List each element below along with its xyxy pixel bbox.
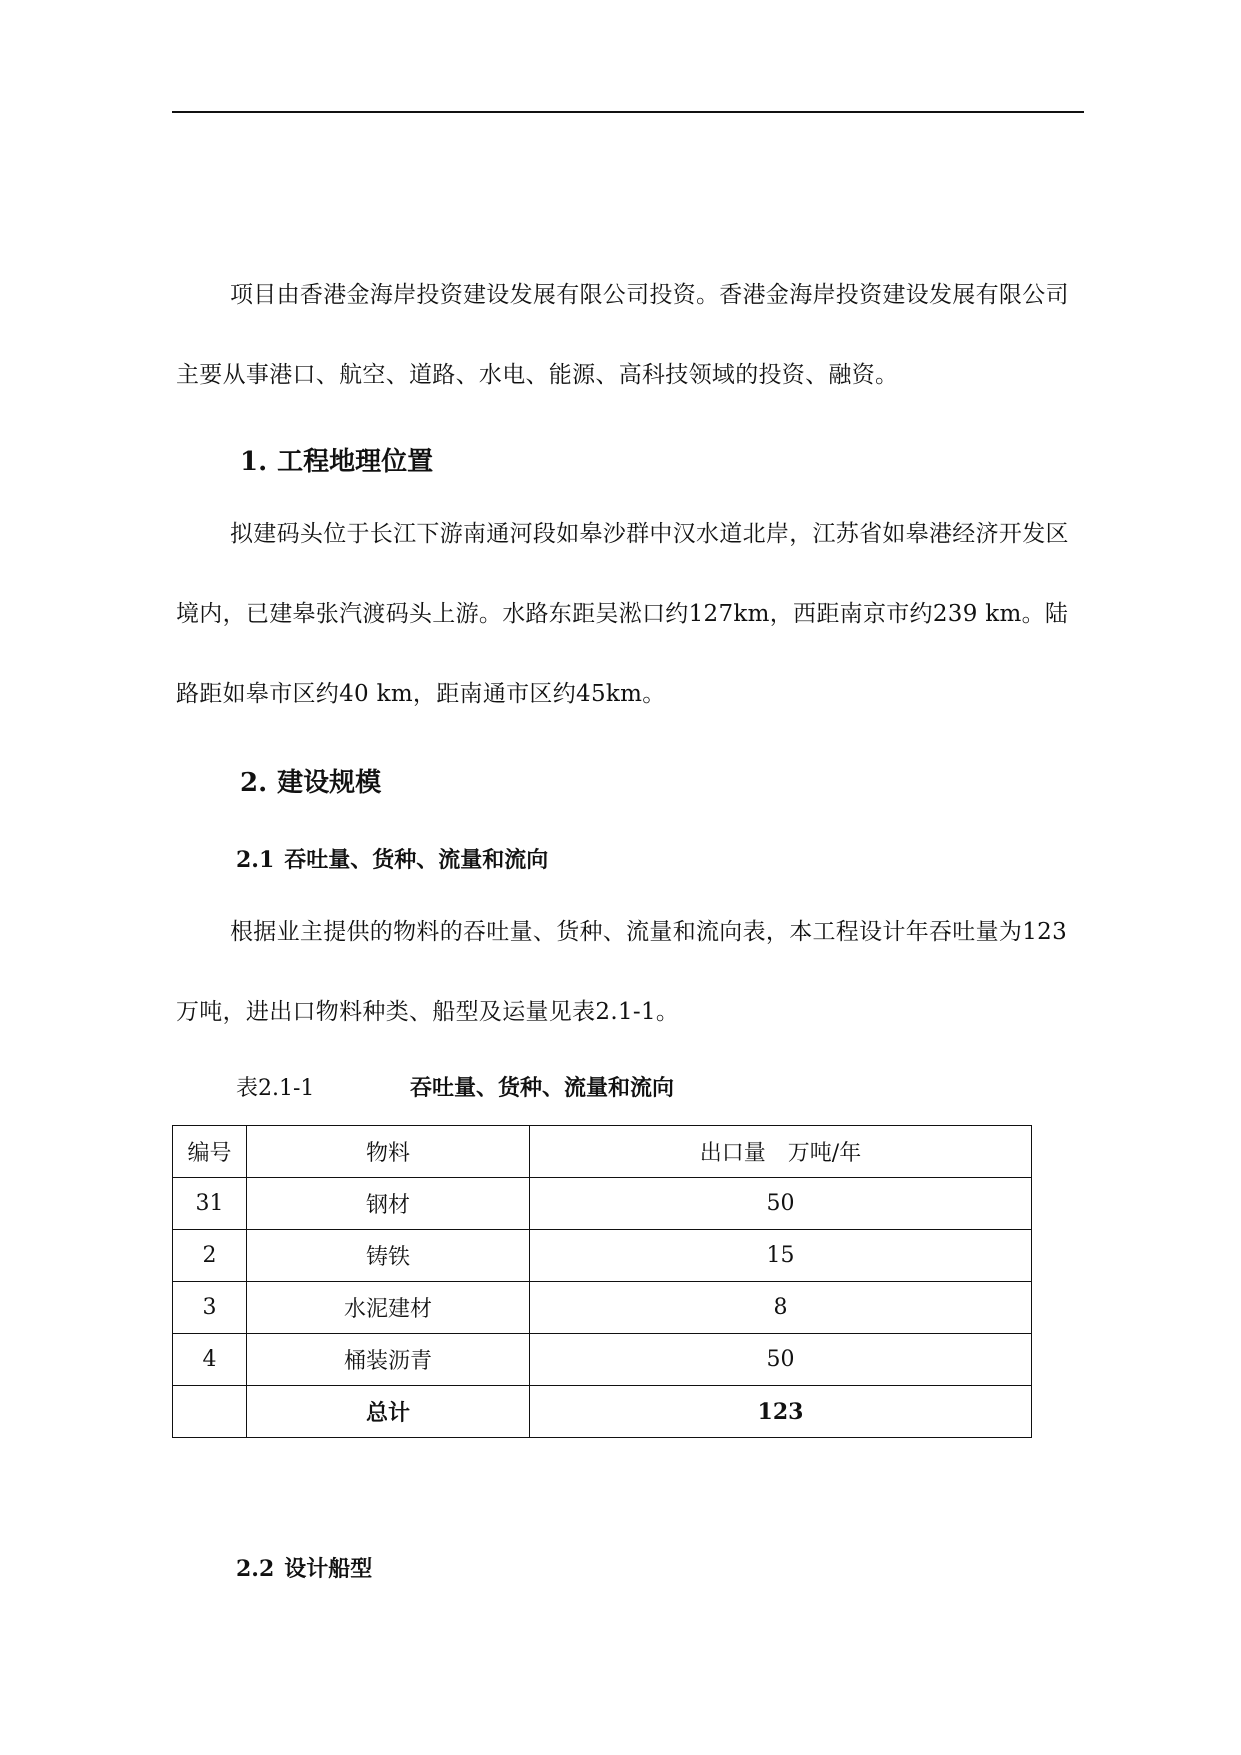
subsection-title: 吞吐量、货种、流量和流向 [284, 847, 549, 873]
cell-export: 8 [530, 1282, 1032, 1334]
cell-number: 31 [173, 1178, 247, 1230]
cell-total-label: 总计 [247, 1386, 530, 1438]
cell-number: 4 [173, 1334, 247, 1386]
subsection-number: 2.2 [236, 1556, 275, 1582]
subsection-title: 设计船型 [284, 1556, 373, 1582]
throughput-paragraph: 根据业主提供的物料的吞吐量、货种、流量和流向表，本工程设计年吞吐量为123万吨，进出口物料种类、船型及运量见表2.1-1。 [176, 919, 1067, 1025]
table-row [173, 1282, 1032, 1334]
cell-total-value: 123 [530, 1386, 1032, 1438]
cell-material: 水泥建材 [247, 1282, 530, 1334]
location-paragraph: 拟建码头位于长江下游南通河段如皋沙群中汉水道北岸，江苏省如皋港经济开发区境内，已建皋张汽渡码头上游。水路东距吴淞口约127km，西距南京市约239 km。陆路距如皋市区约40 km，距南通市区约45km。 [176, 521, 1069, 707]
cell-material: 桶装沥青 [247, 1334, 530, 1386]
section-heading-scale [240, 762, 381, 799]
section-number: 1. [240, 447, 268, 477]
header-cell-number: 编号 [173, 1126, 247, 1178]
subsection-number: 2.1 [236, 847, 275, 873]
table-row [173, 1178, 1032, 1230]
cell-export: 50 [530, 1178, 1032, 1230]
throughput-table [172, 1125, 1032, 1438]
section-number: 2. [240, 768, 268, 798]
subsection-heading-ship-type [236, 1552, 372, 1583]
intro-paragraph: 项目由香港金海岸投资建设发展有限公司投资。香港金海岸投资建设发展有限公司主要从事港口、航空、道路、水电、能源、高科技领域的投资、融资。 [176, 282, 1069, 388]
cell-number [173, 1386, 247, 1438]
table-caption [236, 1071, 675, 1102]
cell-number: 2 [173, 1230, 247, 1282]
subsection-heading-throughput [236, 843, 548, 874]
table-header-row [173, 1126, 1032, 1178]
cell-material: 铸铁 [247, 1230, 530, 1282]
table-total-row [173, 1386, 1032, 1438]
table-row [173, 1230, 1032, 1282]
table-row [173, 1334, 1032, 1386]
section-title: 工程地理位置 [277, 447, 434, 477]
table-caption-id: 表2.1-1 [236, 1076, 315, 1101]
table-caption-title: 吞吐量、货种、流量和流向 [410, 1075, 675, 1101]
header-cell-material: 物料 [247, 1126, 530, 1178]
header-rule [172, 111, 1084, 113]
cell-export: 15 [530, 1230, 1032, 1282]
header-cell-export: 出口量 万吨/年 [530, 1126, 1032, 1178]
section-title: 建设规模 [277, 768, 382, 798]
section-heading-location [240, 441, 433, 478]
cell-number: 3 [173, 1282, 247, 1334]
cell-export: 50 [530, 1334, 1032, 1386]
cell-material: 钢材 [247, 1178, 530, 1230]
